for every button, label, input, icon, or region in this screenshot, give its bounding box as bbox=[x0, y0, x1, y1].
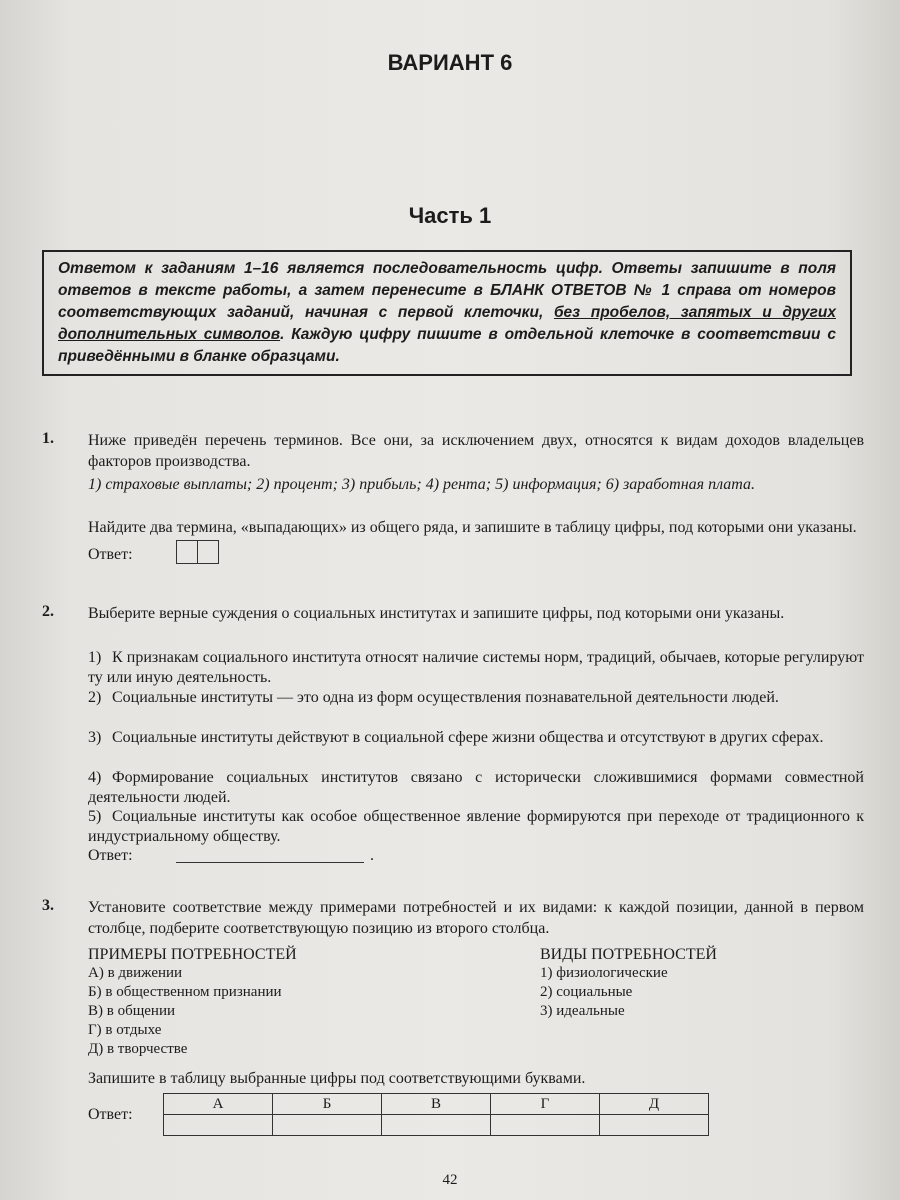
needs-type-3: 3) идеальные bbox=[540, 1003, 625, 1019]
question-2-answer-end: . bbox=[370, 847, 374, 864]
needs-type-1: 1) физиологические bbox=[540, 965, 668, 981]
question-1-task: Найдите два термина, «выпадающих» из общего ряда, и запишите в таблицу цифры, под которыми они указаны. bbox=[88, 519, 857, 536]
needs-example-b: Б) в общественном признании bbox=[88, 984, 282, 1000]
needs-examples-heading: ПРИМЕРЫ ПОТРЕБНОСТЕЙ bbox=[88, 946, 297, 963]
question-2-answer-line[interactable] bbox=[176, 861, 364, 863]
answer-table-cell[interactable] bbox=[600, 1115, 709, 1136]
answer-table-cell[interactable] bbox=[491, 1115, 600, 1136]
instruction-box bbox=[42, 250, 852, 376]
question-1-text: Ниже приведён перечень терминов. Все они, за исключением двух, относятся к видам доходов владельцев факторов производства. bbox=[88, 432, 864, 470]
needs-types-heading: ВИДЫ ПОТРЕБНОСТЕЙ bbox=[540, 946, 717, 963]
instruction-text: Ответом к заданиям 1–16 является последовательность цифр. Ответы запишите в поля ответов в тексте работы, а затем перенесите в БЛАНК ОТВЕТОВ № 1 справа от номеров соответствующих заданий, начиная с первой клеточки, bbox=[58, 260, 836, 321]
question-3-number: 3. bbox=[42, 897, 54, 914]
question-3-text: Установите соответствие между примерами потребностей и их видами: к каждой позиции, данной в первом столбце, подберите соответствующую позицию из второго столбца. bbox=[88, 899, 864, 937]
part-title: Часть 1 bbox=[408, 203, 492, 228]
answer-table-header-row bbox=[164, 1094, 709, 1115]
answer-table-header: В bbox=[382, 1094, 491, 1115]
question-2-option-2: 2) Социальные институты — это одна из форм осуществления познавательной деятельности людей. bbox=[88, 689, 779, 706]
needs-example-d: Д) в творчестве bbox=[88, 1041, 188, 1057]
question-2-number: 2. bbox=[42, 603, 54, 620]
answer-table-cell[interactable] bbox=[273, 1115, 382, 1136]
question-1-answer-label: Ответ: bbox=[88, 546, 133, 563]
needs-example-a: А) в движении bbox=[88, 965, 183, 981]
question-1-list: 1) страховые выплаты; 2) процент; 3) прибыль; 4) рента; 5) информация; 6) заработная плата. bbox=[88, 476, 755, 493]
question-2-option-3: 3) Социальные институты действуют в социальной сфере жизни общества и отсутствуют в других сферах. bbox=[88, 729, 824, 746]
question-2-option-5: 5) Социальные институты как особое общественное явление формируются при переходе от традиционного к индустриальному обществу. bbox=[88, 808, 864, 845]
question-1-number: 1. bbox=[42, 430, 54, 447]
question-1-answer-cells[interactable] bbox=[176, 540, 219, 564]
answer-table-input-row bbox=[164, 1115, 709, 1136]
question-2-option-4: 4) Формирование социальных институтов связано с исторически сложившимися формами совместной деятельности людей. bbox=[88, 769, 864, 806]
answer-table-header: А bbox=[164, 1094, 273, 1115]
needs-example-g: Г) в отдыхе bbox=[88, 1022, 162, 1038]
needs-example-v: В) в общении bbox=[88, 1003, 176, 1019]
answer-table-header: Б bbox=[273, 1094, 382, 1115]
question-3-answer-table bbox=[163, 1093, 709, 1136]
answer-cell[interactable] bbox=[198, 541, 218, 563]
needs-type-2: 2) социальные bbox=[540, 984, 633, 1000]
instruction-text-end: . Каждую цифру пишите в отдельной клеточке в соответствии с приведёнными в бланке образцами. bbox=[58, 326, 836, 365]
instruction-underlined: без пробелов, запятых и других дополнительных символов bbox=[58, 304, 836, 343]
answer-table-cell[interactable] bbox=[164, 1115, 273, 1136]
answer-cell[interactable] bbox=[177, 541, 198, 563]
question-2-answer-label: Ответ: bbox=[88, 847, 133, 864]
answer-table-header: Д bbox=[600, 1094, 709, 1115]
answer-table-cell[interactable] bbox=[382, 1115, 491, 1136]
page-number: 42 bbox=[442, 1172, 458, 1188]
question-2-option-1: 1) К признакам социального института относят наличие системы норм, традиций, обычаев, которые регулируют ту или иную деятельность. bbox=[88, 649, 864, 686]
question-3-table-instruction: Запишите в таблицу выбранные цифры под соответствующими буквами. bbox=[88, 1070, 586, 1087]
answer-table-header: Г bbox=[491, 1094, 600, 1115]
question-3-answer-label: Ответ: bbox=[88, 1106, 133, 1123]
variant-title: ВАРИАНТ 6 bbox=[387, 50, 513, 75]
question-2-text: Выберите верные суждения о социальных институтах и запишите цифры, под которыми они указаны. bbox=[88, 605, 785, 622]
